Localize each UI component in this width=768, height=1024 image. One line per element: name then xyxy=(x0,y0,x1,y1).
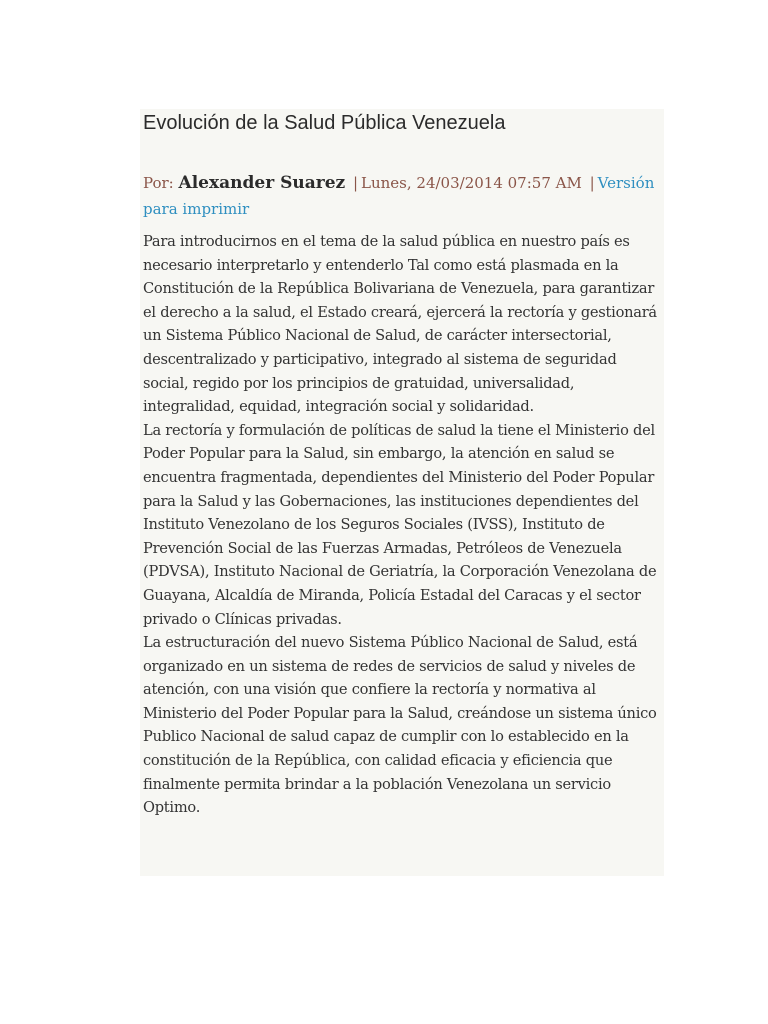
byline-separator: | xyxy=(352,174,359,192)
byline-prefix: Por: xyxy=(143,174,174,192)
article-body xyxy=(143,230,662,820)
article-paragraph: Para introducirnos en el tema de la salud pública en nuestro país es necesario interpretarlo y entenderlo Tal como está plasmada en la Constitución de la República Bolivariana de Venezuela, para garantizar el derecho a la salud, el Estado creará, ejercerá la rectoría y gestionará un Sistema Público Nacional de Salud, de carácter intersectorial, descentralizado y participativo, integrado al sistema de seguridad social, regido por los principios de gratuidad, universalidad, integralidad, equidad, integración social y solidaridad. xyxy=(143,233,657,416)
publish-date: Lunes, 24/03/2014 07:57 AM xyxy=(361,174,582,192)
article-paragraph: La rectoría y formulación de políticas de salud la tiene el Ministerio del Poder Popular para la Salud, sin embargo, la atención en salud se encuentra fragmentada, dependientes del Ministerio del Poder Popular para la Salud y las Gobernaciones, las instituciones dependientes del Instituto Venezolano de los Seguros Sociales (IVSS), Instituto de Prevención Social de las Fuerzas Armadas, Petróleos de Venezuela (PDVSA), Instituto Nacional de Geriatría, la Corporación Venezolana de Guayana, Alcaldía de Miranda, Policía Estadal del Caracas y el sector privado o Clínicas privadas. xyxy=(143,421,657,628)
author-name: Alexander Suarez xyxy=(178,173,346,193)
print-version-link[interactable]: Versión para imprimir xyxy=(143,174,655,218)
article-paragraph: La estructuración del nuevo Sistema Público Nacional de Salud, está organizado en un sistema de redes de servicios de salud y niveles de atención, con una visión que confiere la rectoría y normativa al Ministerio del Poder Popular para la Salud, creándose un sistema único Publico Nacional de salud capaz de cumplir con lo establecido en la constitución de la República, con calidad eficacia y eficiencia que finalmente permita brindar a la población Venezolana un servicio Optimo. xyxy=(143,634,657,817)
article-card xyxy=(140,109,664,876)
byline-separator: | xyxy=(589,174,595,192)
article-byline xyxy=(143,170,660,222)
article-title: Evolución de la Salud Pública Venezuela xyxy=(143,112,506,134)
